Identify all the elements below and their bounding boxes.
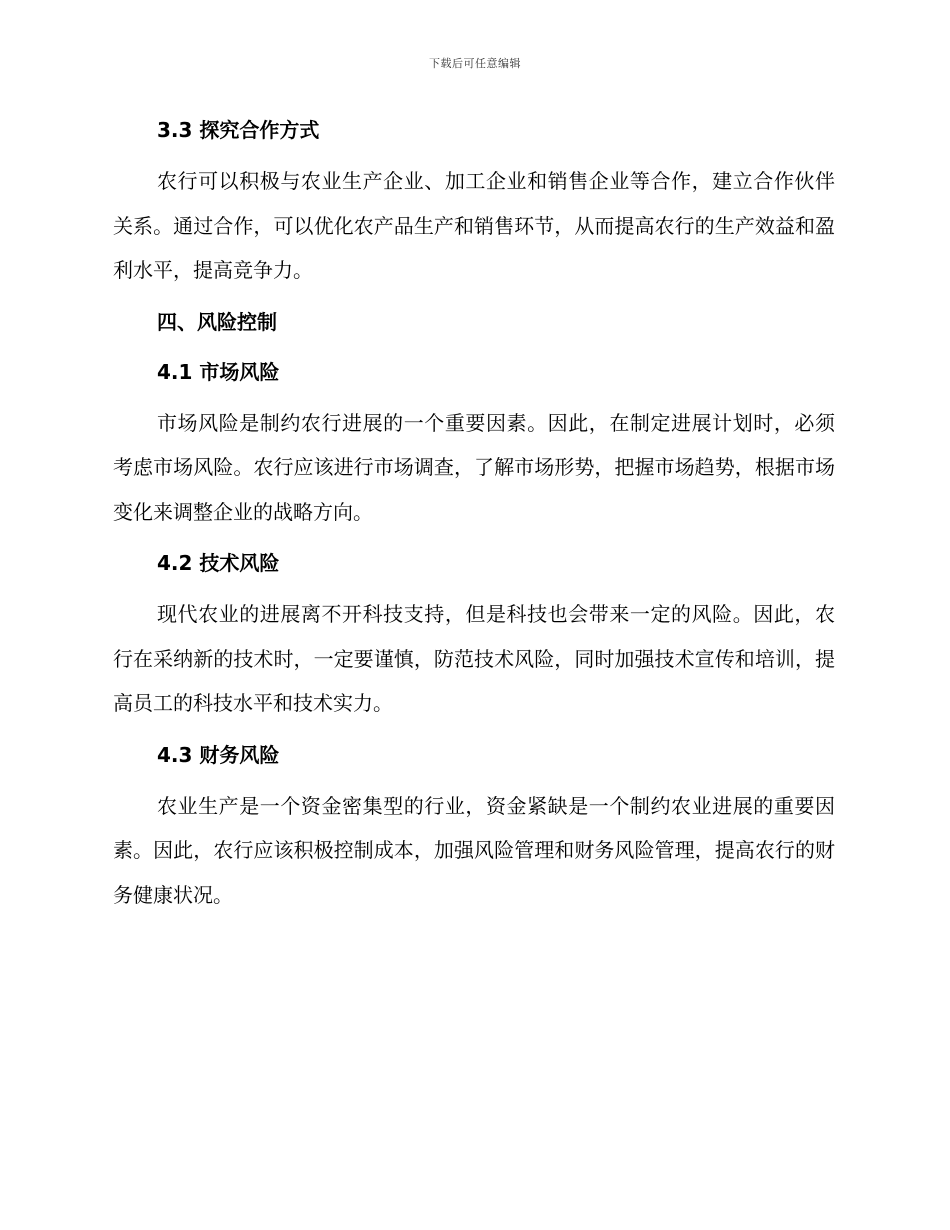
section-heading-4-1: 4.1 市场风险 <box>157 359 280 384</box>
section-paragraph-3-3: 农行可以积极与农业生产企业、加工企业和销售企业等合作，建立合作伙伴关系。通过合作，可以优化农产品生产和销售环节，从而提高农行的生产效益和盈利水平，提高竞争力。 <box>113 169 835 282</box>
page-header-note: 下载后可任意编辑 <box>429 57 521 70</box>
chapter-heading-risk-control: 四、风险控制 <box>157 309 277 334</box>
section-heading-4-3: 4.3 财务风险 <box>157 742 280 767</box>
section-paragraph-4-3: 农业生产是一个资金密集型的行业，资金紧缺是一个制约农业进展的重要因素。因此，农行应该积极控制成本，加强风险管理和财务风险管理，提高农行的财务健康状况。 <box>113 793 835 907</box>
section-paragraph-4-2: 现代农业的进展离不开科技支持，但是科技也会带来一定的风险。因此，农行在采纳新的技术时，一定要谨慎，防范技术风险，同时加强技术宣传和培训，提高员工的科技水平和技术实力。 <box>113 602 835 715</box>
section-heading-3-3: 3.3 探究合作方式 <box>157 118 320 142</box>
section-paragraph-4-1: 市场风险是制约农行进展的一个重要因素。因此，在制定进展计划时，必须考虑市场风险。农行应该进行市场调查，了解市场形势，把握市场趋势，根据市场变化来调整企业的战略方向。 <box>113 410 835 524</box>
section-heading-4-2: 4.2 技术风险 <box>157 551 280 575</box>
document-body <box>113 108 835 924</box>
